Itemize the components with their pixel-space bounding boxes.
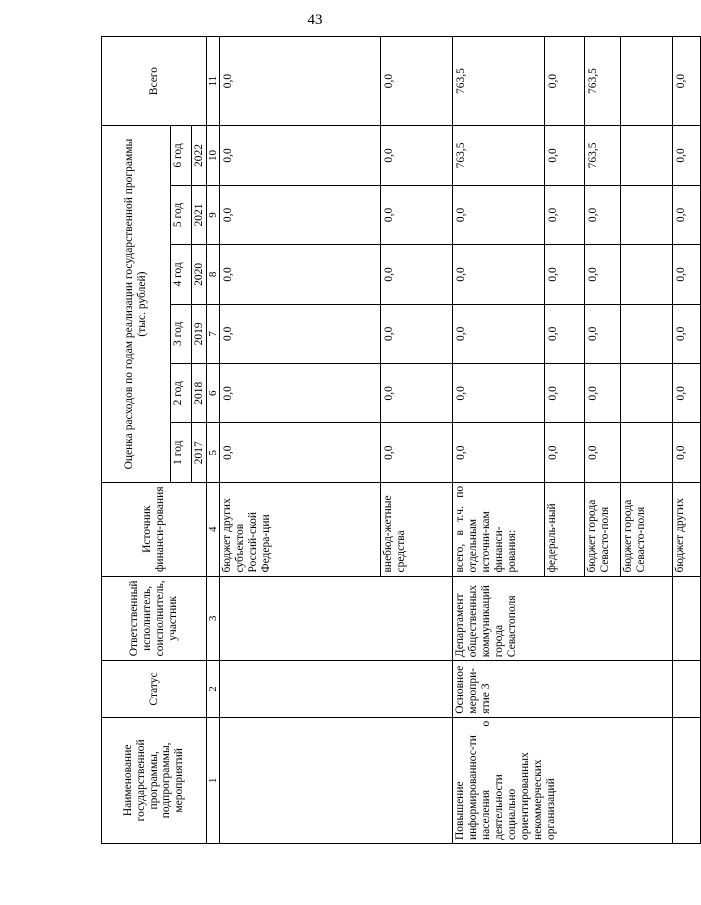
column-index: 5 (207, 423, 220, 482)
header-status: Статус (102, 661, 207, 717)
value-cell (621, 185, 673, 244)
source-cell: бюджет города Севасто-поля (621, 482, 673, 576)
total-cell: 763,5 (585, 37, 621, 126)
value-cell: 0,0 (585, 245, 621, 304)
value-cell: 0,0 (381, 364, 453, 423)
column-index: 10 (207, 126, 220, 186)
name-cell-empty (220, 717, 453, 843)
value-cell (621, 364, 673, 423)
value-cell (621, 126, 673, 186)
value-cell: 0,0 (453, 304, 545, 363)
activity-name: Повышение информированнос-ти населения о деятельности социально ориентированных некоммерческих организаций (453, 717, 673, 843)
column-index: 8 (207, 245, 220, 304)
value-cell (621, 423, 673, 482)
activity-status: Основное меропри-ятие 3 (453, 661, 673, 717)
source-cell: внебюд-жетные средства (381, 482, 453, 576)
value-cell: 0,0 (585, 423, 621, 482)
value-cell: 0,0 (545, 304, 585, 363)
total-cell: 0,0 (220, 37, 381, 126)
header-year: 2019 (192, 304, 207, 363)
value-cell: 763,5 (585, 126, 621, 186)
value-cell (621, 304, 673, 363)
value-cell: 0,0 (220, 304, 381, 363)
status-cell-empty (673, 661, 701, 717)
value-cell: 0,0 (545, 423, 585, 482)
source-cell: федераль-ный (545, 482, 585, 576)
value-cell: 0,0 (220, 245, 381, 304)
value-cell: 0,0 (381, 245, 453, 304)
value-cell: 0,0 (381, 423, 453, 482)
source-cell: всего, в т.ч. по отдельным источни-кам финанси-рования: (453, 482, 545, 576)
header-year: 2021 (192, 185, 207, 244)
value-cell: 0,0 (220, 185, 381, 244)
header-year-label: 2 год (171, 364, 192, 423)
value-cell: 0,0 (381, 126, 453, 186)
header-year-label: 4 год (171, 245, 192, 304)
value-cell: 0,0 (673, 423, 701, 482)
total-cell (621, 37, 673, 126)
header-year: 2017 (192, 423, 207, 482)
executor-cell-empty (220, 576, 453, 661)
value-cell: 0,0 (545, 185, 585, 244)
header-estimate: Оценка расходов по годам реализации государственной программы (тыс. рублей) (102, 126, 171, 483)
value-cell: 0,0 (453, 245, 545, 304)
rotated-table-wrapper (101, 36, 688, 844)
header-year-label: 5 год (171, 185, 192, 244)
column-index: 3 (207, 576, 220, 661)
table-row (220, 37, 381, 844)
value-cell: 0,0 (545, 364, 585, 423)
value-cell: 0,0 (545, 245, 585, 304)
header-total: Всего (102, 37, 207, 126)
source-cell: бюджет других (673, 482, 701, 576)
header-year: 2022 (192, 126, 207, 186)
total-cell: 0,0 (545, 37, 585, 126)
value-cell: 0,0 (673, 185, 701, 244)
value-cell: 0,0 (381, 185, 453, 244)
header-year-label: 1 год (171, 423, 192, 482)
value-cell: 0,0 (585, 364, 621, 423)
total-cell: 0,0 (381, 37, 453, 126)
name-cell-empty (673, 717, 701, 843)
page-number: 43 (307, 12, 323, 28)
value-cell: 0,0 (453, 423, 545, 482)
executor-cell-empty (673, 576, 701, 661)
header-year-label: 6 год (171, 126, 192, 186)
value-cell: 0,0 (220, 423, 381, 482)
table-row (673, 37, 701, 844)
source-cell: бюджет других субъектов Россий-ской Федера-ции (220, 482, 381, 576)
header-name: Наименование государственной программы, подпрограммы, мероприятий (102, 717, 207, 843)
index-row (207, 37, 220, 844)
value-cell: 0,0 (220, 364, 381, 423)
header-year: 2018 (192, 364, 207, 423)
budget-table (101, 36, 701, 844)
value-cell: 0,0 (453, 364, 545, 423)
value-cell: 0,0 (381, 304, 453, 363)
header-source: Источник финанси-рования (102, 482, 207, 576)
header-year: 2020 (192, 245, 207, 304)
column-index: 2 (207, 661, 220, 717)
value-cell (621, 245, 673, 304)
total-cell: 763,5 (453, 37, 545, 126)
value-cell: 0,0 (673, 245, 701, 304)
source-cell: бюджет города Севасто-поля (585, 482, 621, 576)
header-year-label: 3 год (171, 304, 192, 363)
status-cell-empty (220, 661, 453, 717)
value-cell: 0,0 (673, 304, 701, 363)
column-index: 9 (207, 185, 220, 244)
header-executor: Ответственный исполнитель, соисполнитель, участник (102, 576, 207, 661)
value-cell: 0,0 (673, 364, 701, 423)
column-index: 11 (207, 37, 220, 126)
value-cell: 0,0 (220, 126, 381, 186)
activity-executor: Департамент общественных коммуникаций города Севастополя (453, 576, 673, 661)
column-index: 7 (207, 304, 220, 363)
value-cell: 0,0 (585, 185, 621, 244)
total-cell: 0,0 (673, 37, 701, 126)
value-cell: 0,0 (585, 304, 621, 363)
column-index: 6 (207, 364, 220, 423)
table-row (453, 37, 545, 844)
column-index: 4 (207, 482, 220, 576)
value-cell: 763,5 (453, 126, 545, 186)
column-index: 1 (207, 717, 220, 843)
value-cell: 0,0 (453, 185, 545, 244)
value-cell: 0,0 (545, 126, 585, 186)
value-cell: 0,0 (673, 126, 701, 186)
